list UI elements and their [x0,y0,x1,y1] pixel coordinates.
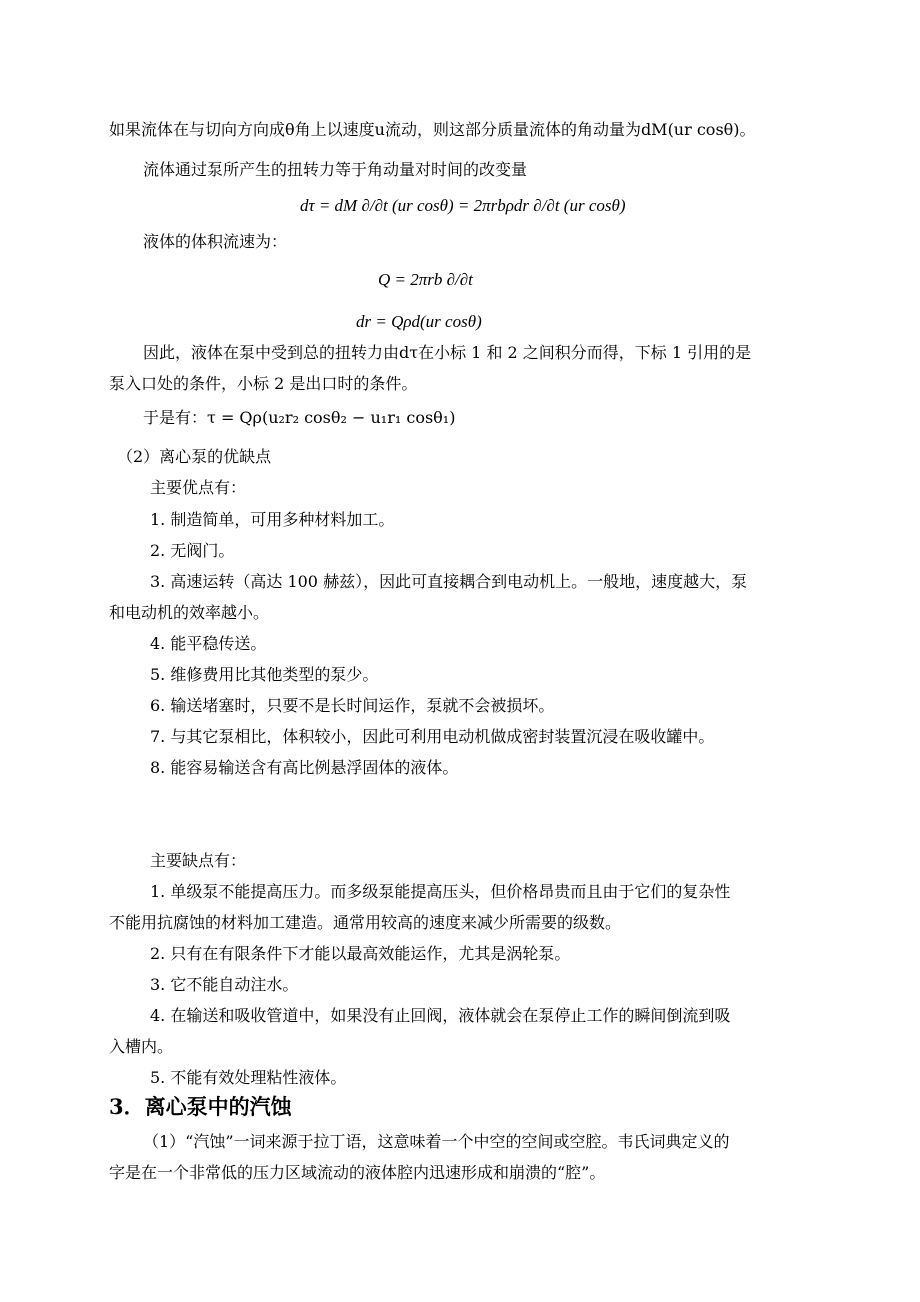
section-title: （2）离心泵的优缺点 [117,447,272,466]
list-item: 2. 只有在有限条件下才能以最高效能运作，尤其是涡轮泵。 [150,944,571,963]
list-item: 6. 输送堵塞时，只要不是长时间运作，泵就不会被损坏。 [150,696,555,715]
list-item: 5. 维修费用比其他类型的泵少。 [150,665,379,684]
list-item: 1. 制造简单，可用多种材料加工。 [150,510,395,529]
list-item: 4. 在输送和吸收管道中，如果没有止回阀，液体就会在泵停止工作的瞬间倒流到吸 [150,1006,731,1025]
paragraph-line: 流体通过泵所产生的扭转力等于角动量对时间的改变量 [143,160,528,179]
paragraph-line: 液体的体积流速为： [143,232,288,251]
paragraph-line: 字是在一个非常低的压力区域流动的液体腔内迅速形成和崩溃的“腔”。 [109,1163,606,1182]
list-item-continuation: 不能用抗腐蚀的材料加工建造。通常用较高的速度来减少所需要的级数。 [109,913,622,932]
equation-torque: dτ = dM ∂/∂t (ur cosθ) = 2πrbρdr ∂/∂t (ur cosθ) [300,196,626,215]
list-item: 2. 无阀门。 [150,541,235,560]
equation-dr: dr = Qρd(ur cosθ) [356,312,482,331]
paragraph-line: 泵入口处的条件，小标 2 是出口时的条件。 [109,374,418,393]
equation-total-torque: 于是有：τ = Qρ(u₂r₂ cosθ₂ − u₁r₁ cosθ₁) [143,408,456,427]
list-item-continuation: 入槽内。 [109,1037,174,1056]
list-item-continuation: 和电动机的效率越小。 [109,603,270,622]
list-item: 4. 能平稳传送。 [150,634,267,653]
list-item: 3. 高速运转（高达 100 赫兹），因此可直接耦合到电动机上。一般地，速度越大，泵 [150,572,748,591]
list-item: 7. 与其它泵相比，体积较小，因此可利用电动机做成密封装置沉浸在吸收罐中。 [150,727,715,746]
list-item: 3. 它不能自动注水。 [150,975,299,994]
paragraph-line: 如果流体在与切向方向成θ角上以速度u流动，则这部分质量流体的角动量为dM(ur cosθ)。 [109,120,756,139]
paragraph-line: （1）“汽蚀”一词来源于拉丁语，这意味着一个中空的空间或空腔。韦氏词典定义的 [143,1132,730,1151]
section-heading: 3．离心泵中的汽蚀 [109,1094,292,1119]
list-item: 8. 能容易输送含有高比例悬浮固体的液体。 [150,758,459,777]
disadvantages-title: 主要缺点有： [150,851,247,870]
list-item: 1. 单级泵不能提高压力。而多级泵能提高压头，但价格昂贵而且由于它们的复杂性 [150,882,731,901]
advantages-title: 主要优点有： [150,478,247,497]
equation-flow-rate: Q = 2πrb ∂/∂t [378,270,473,289]
paragraph-line: 因此，液体在泵中受到总的扭转力由dτ在小标 1 和 2 之间积分而得，下标 1 引用的是 [143,343,752,362]
list-item: 5. 不能有效处理粘性液体。 [150,1068,347,1087]
